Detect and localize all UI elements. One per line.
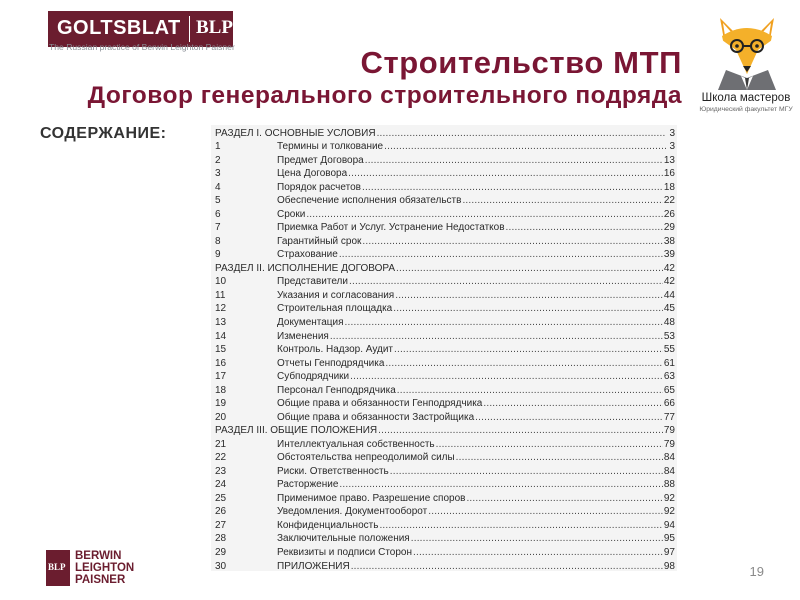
toc-row [215, 288, 675, 302]
toc-dot-leader [483, 398, 663, 410]
toc-item-page: 66 [663, 398, 675, 410]
logo-tagline: The Russian practice of Berwin Leighton Paisner [49, 42, 235, 52]
toc-dot-leader [390, 466, 663, 478]
toc-item-number: 22 [215, 452, 227, 464]
toc-item-title: Указания и согласования [277, 289, 395, 301]
toc-item-page: 13 [663, 154, 675, 166]
toc-section-row [215, 126, 675, 140]
toc-item-title: Интеллектуальная собственность [277, 438, 435, 450]
toc-dot-leader [428, 506, 663, 518]
toc-item-page: 94 [663, 519, 675, 531]
toc-row [215, 315, 675, 329]
toc-item-number: 17 [215, 371, 227, 383]
slide-page-number: 19 [749, 564, 764, 579]
toc-item-page: 48 [663, 317, 675, 328]
toc-dot-leader [348, 168, 663, 180]
toc-dot-leader [411, 533, 663, 545]
toc-item-number: 8 [215, 235, 221, 247]
toc-row [215, 532, 675, 546]
toc-row [215, 410, 675, 424]
toc-dot-leader [350, 371, 663, 383]
toc-item-page: 97 [663, 547, 675, 559]
toc-dot-leader [397, 385, 663, 397]
toc-item-title: Персонал Генподрядчика [277, 384, 396, 396]
toc-item-title: Расторжение [277, 479, 339, 491]
toc-item-page: 95 [663, 533, 675, 545]
toc-item-title: Субподрядчики [277, 371, 350, 383]
toc-row [215, 383, 675, 397]
toc-row [215, 545, 675, 559]
toc-item-page: 84 [663, 452, 675, 464]
toc-dot-leader [396, 263, 663, 275]
toc-item-title: Сроки [277, 208, 306, 220]
toc-row [215, 275, 675, 289]
toc-item-title: Обстоятельства непреодолимой силы [277, 452, 455, 464]
toc-item-page: 65 [663, 384, 675, 396]
toc-item-title: Гарантийный срок [277, 235, 362, 247]
toc-item-number: 25 [215, 492, 227, 504]
toc-item-title: Применимое право. Разрешение споров [277, 492, 466, 504]
toc-row [215, 518, 675, 532]
toc-item-number: 11 [215, 289, 226, 301]
toc-item-number: 30 [215, 560, 227, 572]
toc-item-page: 26 [663, 208, 675, 220]
toc-item-page: 98 [663, 560, 675, 572]
logo-mark: BLP [196, 17, 233, 38]
slide-subtitle: Договор генерального строительного подряда [87, 82, 682, 109]
toc-row [215, 491, 675, 505]
berwin-leighton-paisner-logo [46, 548, 156, 588]
toc-dot-leader [385, 358, 662, 370]
toc-item-page: 84 [663, 465, 675, 477]
toc-item-page: 42 [663, 276, 675, 288]
toc-item-title: Уведомления. Документооборот [277, 506, 428, 518]
toc-dot-leader [365, 155, 663, 167]
table-of-contents [211, 125, 677, 571]
toc-dot-leader [394, 344, 663, 356]
toc-row [215, 207, 675, 221]
slide-title: Строительство МТП [360, 45, 682, 80]
toc-row [215, 302, 675, 316]
toc-item-title: Порядок расчетов [277, 181, 361, 193]
toc-item-number: 6 [215, 208, 221, 220]
toc-item-title: Цена Договора [277, 168, 348, 180]
toc-section-row [215, 424, 675, 438]
toc-item-page: 77 [663, 411, 675, 423]
toc-dot-leader [413, 547, 663, 559]
toc-item-page: 55 [663, 344, 675, 356]
toc-dot-leader [506, 222, 663, 234]
toc-item-number: 27 [215, 519, 227, 531]
toc-item-number: 16 [215, 357, 227, 369]
toc-dot-leader [475, 412, 663, 424]
toc-item-page: 92 [663, 506, 675, 518]
toc-item-title: Общие права и обязанности Генподрядчика [277, 398, 483, 410]
toc-row [215, 153, 675, 167]
toc-item-number: 29 [215, 547, 227, 559]
blp-logo-line-2: LEIGHTON [75, 562, 135, 574]
toc-item-number: 28 [215, 533, 227, 545]
toc-dot-leader [339, 479, 662, 491]
toc-item-number: 26 [215, 506, 227, 518]
toc-item-number: 15 [215, 344, 227, 356]
toc-item-title: Документация [277, 317, 344, 328]
toc-row [215, 180, 675, 194]
toc-item-title: Реквизиты и подписи Сторон [277, 547, 412, 559]
toc-item-number: 18 [215, 384, 227, 396]
toc-item-page: 22 [663, 195, 675, 207]
toc-item-number: 14 [215, 330, 227, 342]
school-name: Школа мастеров [701, 92, 791, 104]
toc-item-number: 24 [215, 479, 227, 491]
logo-divider [189, 16, 190, 42]
logo-name: GOLTSBLAT [57, 17, 181, 39]
toc-item-title: Страхование [277, 249, 338, 261]
toc-dot-leader [377, 128, 666, 140]
toc-item-title: Контроль. Надзор. Аудит [277, 344, 393, 356]
toc-item-title: Представители [277, 276, 348, 288]
toc-item-title: РАЗДЕЛ I. ОСНОВНЫЕ УСЛОВИЯ [215, 127, 376, 139]
toc-item-page: 18 [663, 181, 675, 193]
toc-item-number: 3 [215, 168, 221, 180]
toc-item-title: РАЗДЕЛ III. ОБЩИЕ ПОЛОЖЕНИЯ [215, 425, 378, 437]
toc-row [215, 370, 675, 384]
toc-item-number: 23 [215, 465, 227, 477]
fox-icon [708, 10, 786, 90]
toc-item-page: 53 [663, 330, 675, 342]
toc-dot-leader [462, 195, 662, 207]
contents-label: СОДЕРЖАНИЕ: [40, 125, 167, 142]
toc-item-title: РАЗДЕЛ II. ИСПОЛНЕНИЕ ДОГОВОРА [215, 262, 396, 274]
toc-dot-leader [345, 317, 663, 329]
toc-item-number: 2 [215, 154, 221, 166]
toc-dot-leader [362, 182, 663, 194]
toc-row [215, 167, 675, 181]
toc-dot-leader [436, 439, 663, 451]
toc-item-number: 13 [215, 317, 227, 328]
toc-row [215, 397, 675, 411]
toc-item-page: 92 [663, 492, 675, 504]
toc-item-number: 4 [215, 181, 221, 193]
toc-dot-leader [395, 290, 663, 302]
toc-dot-leader [330, 331, 663, 343]
school-logo [695, 10, 800, 115]
toc-row [215, 194, 675, 208]
toc-item-title: Обеспечение исполнения обязательств [277, 195, 462, 207]
toc-row [215, 356, 675, 370]
toc-dot-leader [378, 425, 663, 437]
toc-item-page: 3 [669, 141, 675, 153]
toc-item-number: 7 [215, 222, 221, 234]
blp-logo-line-3: PAISNER [75, 574, 126, 586]
toc-item-number: 10 [215, 276, 227, 288]
toc-item-page: 61 [663, 357, 675, 369]
toc-dot-leader [349, 276, 663, 288]
toc-row [215, 437, 675, 451]
toc-item-page: 63 [663, 371, 675, 383]
toc-item-title: Строительная площадка [277, 303, 393, 315]
toc-row [215, 221, 675, 235]
toc-dot-leader [393, 303, 663, 315]
toc-item-page: 42 [663, 262, 675, 274]
toc-item-page: 16 [663, 168, 675, 180]
toc-row [215, 329, 675, 343]
toc-item-page: 39 [663, 249, 675, 261]
toc-row [215, 234, 675, 248]
toc-dot-leader [362, 236, 662, 248]
toc-item-title: Риски. Ответственность [277, 465, 389, 477]
toc-item-page: 38 [663, 235, 675, 247]
blp-logo-box [46, 550, 70, 586]
toc-item-page: 3 [669, 127, 675, 139]
toc-item-title: Изменения [277, 330, 329, 342]
toc-item-title: Приемка Работ и Услуг. Устранение Недостатков [277, 222, 505, 234]
toc-item-page: 45 [663, 303, 675, 315]
blp-logo-line-1: BERWIN [75, 550, 122, 562]
toc-row [215, 478, 675, 492]
toc-row [215, 464, 675, 478]
toc-item-page: 44 [663, 289, 675, 301]
toc-item-title: ПРИЛОЖЕНИЯ [277, 560, 350, 572]
toc-item-page: 29 [663, 222, 675, 234]
toc-item-title: Заключительные положения [277, 533, 410, 545]
school-subtitle: Юридический факультет МГУ [699, 106, 793, 113]
toc-row [215, 505, 675, 519]
toc-row [215, 342, 675, 356]
toc-row [215, 559, 675, 573]
toc-item-page: 79 [663, 425, 675, 437]
toc-item-number: 21 [215, 438, 227, 450]
toc-item-number: 9 [215, 249, 221, 261]
toc-item-page: 79 [663, 438, 675, 450]
toc-item-title: Термины и толкование [277, 141, 384, 153]
toc-item-page: 88 [663, 479, 675, 491]
toc-item-number: 19 [215, 398, 227, 410]
toc-row [215, 451, 675, 465]
toc-dot-leader [351, 561, 663, 573]
blp-logo-mark: BLP [48, 562, 66, 572]
toc-dot-leader [466, 493, 662, 505]
toc-item-number: 5 [215, 195, 221, 207]
toc-dot-leader [456, 452, 663, 464]
toc-item-title: Предмет Договора [277, 154, 364, 166]
toc-item-number: 12 [215, 303, 227, 315]
toc-item-number: 20 [215, 411, 227, 423]
toc-item-title: Отчеты Генподрядчика [277, 357, 385, 369]
toc-dot-leader [339, 249, 663, 261]
toc-row [215, 248, 675, 262]
toc-section-row [215, 261, 675, 275]
toc-dot-leader [379, 520, 662, 532]
toc-row [215, 140, 675, 154]
toc-dot-leader [384, 141, 666, 153]
toc-item-title: Конфиденциальность [277, 519, 379, 531]
toc-dot-leader [306, 209, 663, 221]
toc-item-title: Общие права и обязанности Застройщика [277, 411, 475, 423]
toc-item-number: 1 [215, 141, 221, 153]
